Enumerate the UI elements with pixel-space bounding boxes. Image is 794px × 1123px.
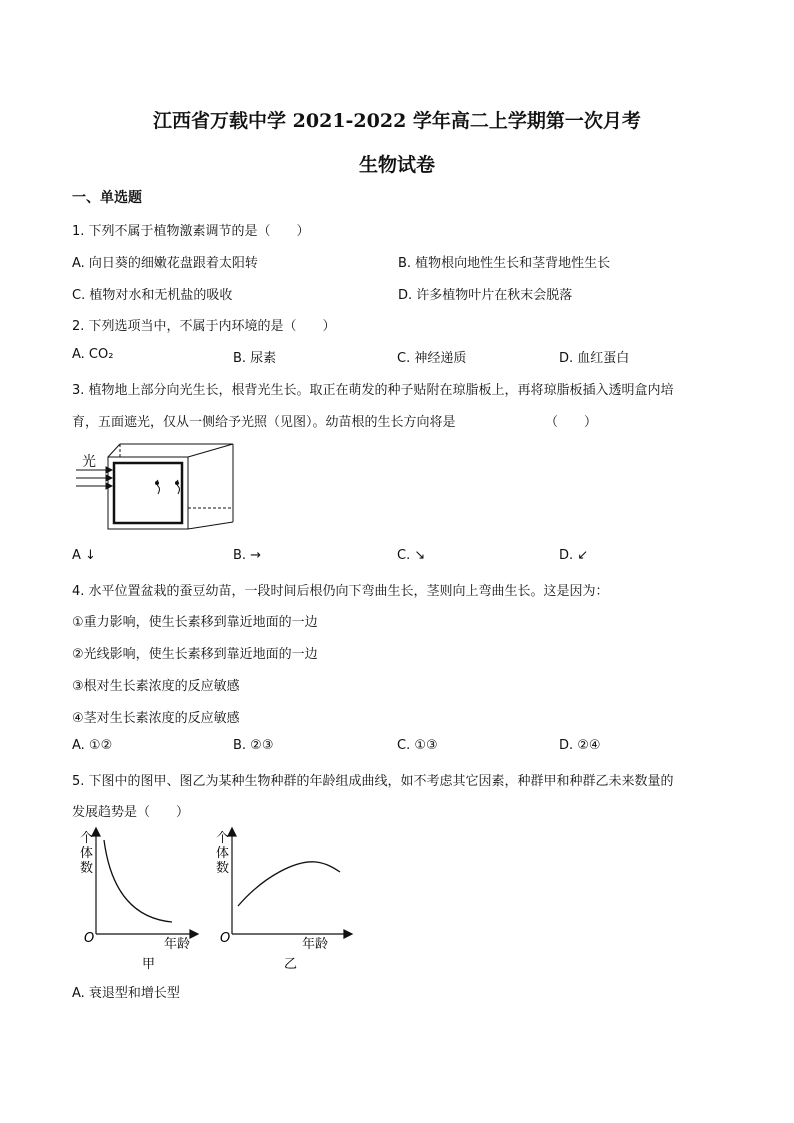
light-arrows xyxy=(76,467,112,489)
exam-title: 江西省万载中学 2021-2022 学年高二上学期第一次月考 xyxy=(153,110,641,132)
ylabel-char-2: 体 xyxy=(216,846,230,861)
y-axis-arrow xyxy=(92,828,100,836)
q4-statement-4: ④茎对生长素浓度的反应敏感 xyxy=(72,711,240,726)
x-axis-arrow xyxy=(344,930,352,938)
q4-option-d: D. ②④ xyxy=(559,738,601,753)
ylabel-char-3: 数 xyxy=(80,861,94,876)
ylabel-char-2: 体 xyxy=(80,846,94,861)
decline-curve xyxy=(104,840,172,922)
q1-option-d: D. 许多植物叶片在秋末会脱落 xyxy=(398,288,573,303)
q2-option-c: C. 神经递质 xyxy=(397,351,467,366)
q5-option-a: A. 衰退型和增长型 xyxy=(72,986,180,1001)
q1-stem: 1. 下列不属于植物激素调节的是（ ） xyxy=(72,224,310,239)
q3-option-a: A ↓ xyxy=(72,548,96,563)
q3-option-b: B. → xyxy=(233,548,262,563)
q4-stem: 4. 水平位置盆栽的蚕豆幼苗，一段时间后根仍向下弯曲生长，茎则向上弯曲生长。这是因为： xyxy=(72,584,609,599)
chart-caption: 甲 xyxy=(142,957,156,972)
q1-option-a: A. 向日葵的细嫩花盘跟着太阳转 xyxy=(72,256,258,271)
xlabel: 年龄 xyxy=(164,937,191,952)
q5-chart-jia xyxy=(72,826,202,972)
chart-caption: 乙 xyxy=(284,957,298,972)
q3-answer-paren: （ ） xyxy=(545,415,598,430)
q1-option-b: B. 植物根向地性生长和茎背地性生长 xyxy=(398,256,611,271)
q2-stem: 2. 下列选项当中，不属于内环境的是（ ） xyxy=(72,319,336,334)
origin-label: O xyxy=(220,931,231,946)
transparent-box xyxy=(108,444,233,529)
q3-light-box-figure xyxy=(70,440,240,532)
q4-statement-2: ②光线影响，使生长素移到靠近地面的一边 xyxy=(72,647,318,662)
light-label: 光 xyxy=(82,454,96,470)
origin-label: O xyxy=(84,931,95,946)
q4-statement-3: ③根对生长素浓度的反应敏感 xyxy=(72,679,240,694)
q4-statement-1: ①重力影响，使生长素移到靠近地面的一边 xyxy=(72,615,318,630)
q3-stem-line2: 育，五面遮光，仅从一侧给予光照（见图）。幼苗根的生长方向将是 xyxy=(72,415,456,430)
q4-option-c: C. ①③ xyxy=(397,738,438,753)
ylabel-char-1: 个 xyxy=(80,831,94,846)
growth-curve xyxy=(238,862,340,906)
xlabel: 年龄 xyxy=(302,937,329,952)
q3-stem-line1: 3. 植物地上部分向光生长，根背光生长。取正在萌发的种子贴附在琼脂板上，再将琼脂板插入透明盒内培 xyxy=(72,383,674,398)
q1-option-c: C. 植物对水和无机盐的吸收 xyxy=(72,288,233,303)
ylabel-char-3: 数 xyxy=(216,861,230,876)
q3-option-d: D. ↙ xyxy=(559,548,589,563)
ylabel-char-1: 个 xyxy=(216,831,230,846)
section-heading: 一、单选题 xyxy=(72,190,142,206)
seedlings xyxy=(156,480,180,494)
q5-stem-line2: 发展趋势是（ ） xyxy=(72,805,190,820)
q2-option-d: D. 血红蛋白 xyxy=(559,351,630,366)
q4-option-a: A. ①② xyxy=(72,738,113,753)
q4-option-b: B. ②③ xyxy=(233,738,274,753)
q3-option-c: C. ↘ xyxy=(397,548,426,563)
exam-subtitle: 生物试卷 xyxy=(358,154,435,176)
x-axis-arrow xyxy=(190,930,198,938)
y-axis-arrow xyxy=(228,828,236,836)
q2-option-a: A. CO₂ xyxy=(72,347,114,362)
q5-chart-yi xyxy=(204,826,354,972)
q5-stem-line1: 5. 下图中的图甲、图乙为某种生物种群的年龄组成曲线，如不考虑其它因素，种群甲和种群乙未来数量的 xyxy=(72,774,674,789)
q2-option-b: B. 尿素 xyxy=(233,351,277,366)
